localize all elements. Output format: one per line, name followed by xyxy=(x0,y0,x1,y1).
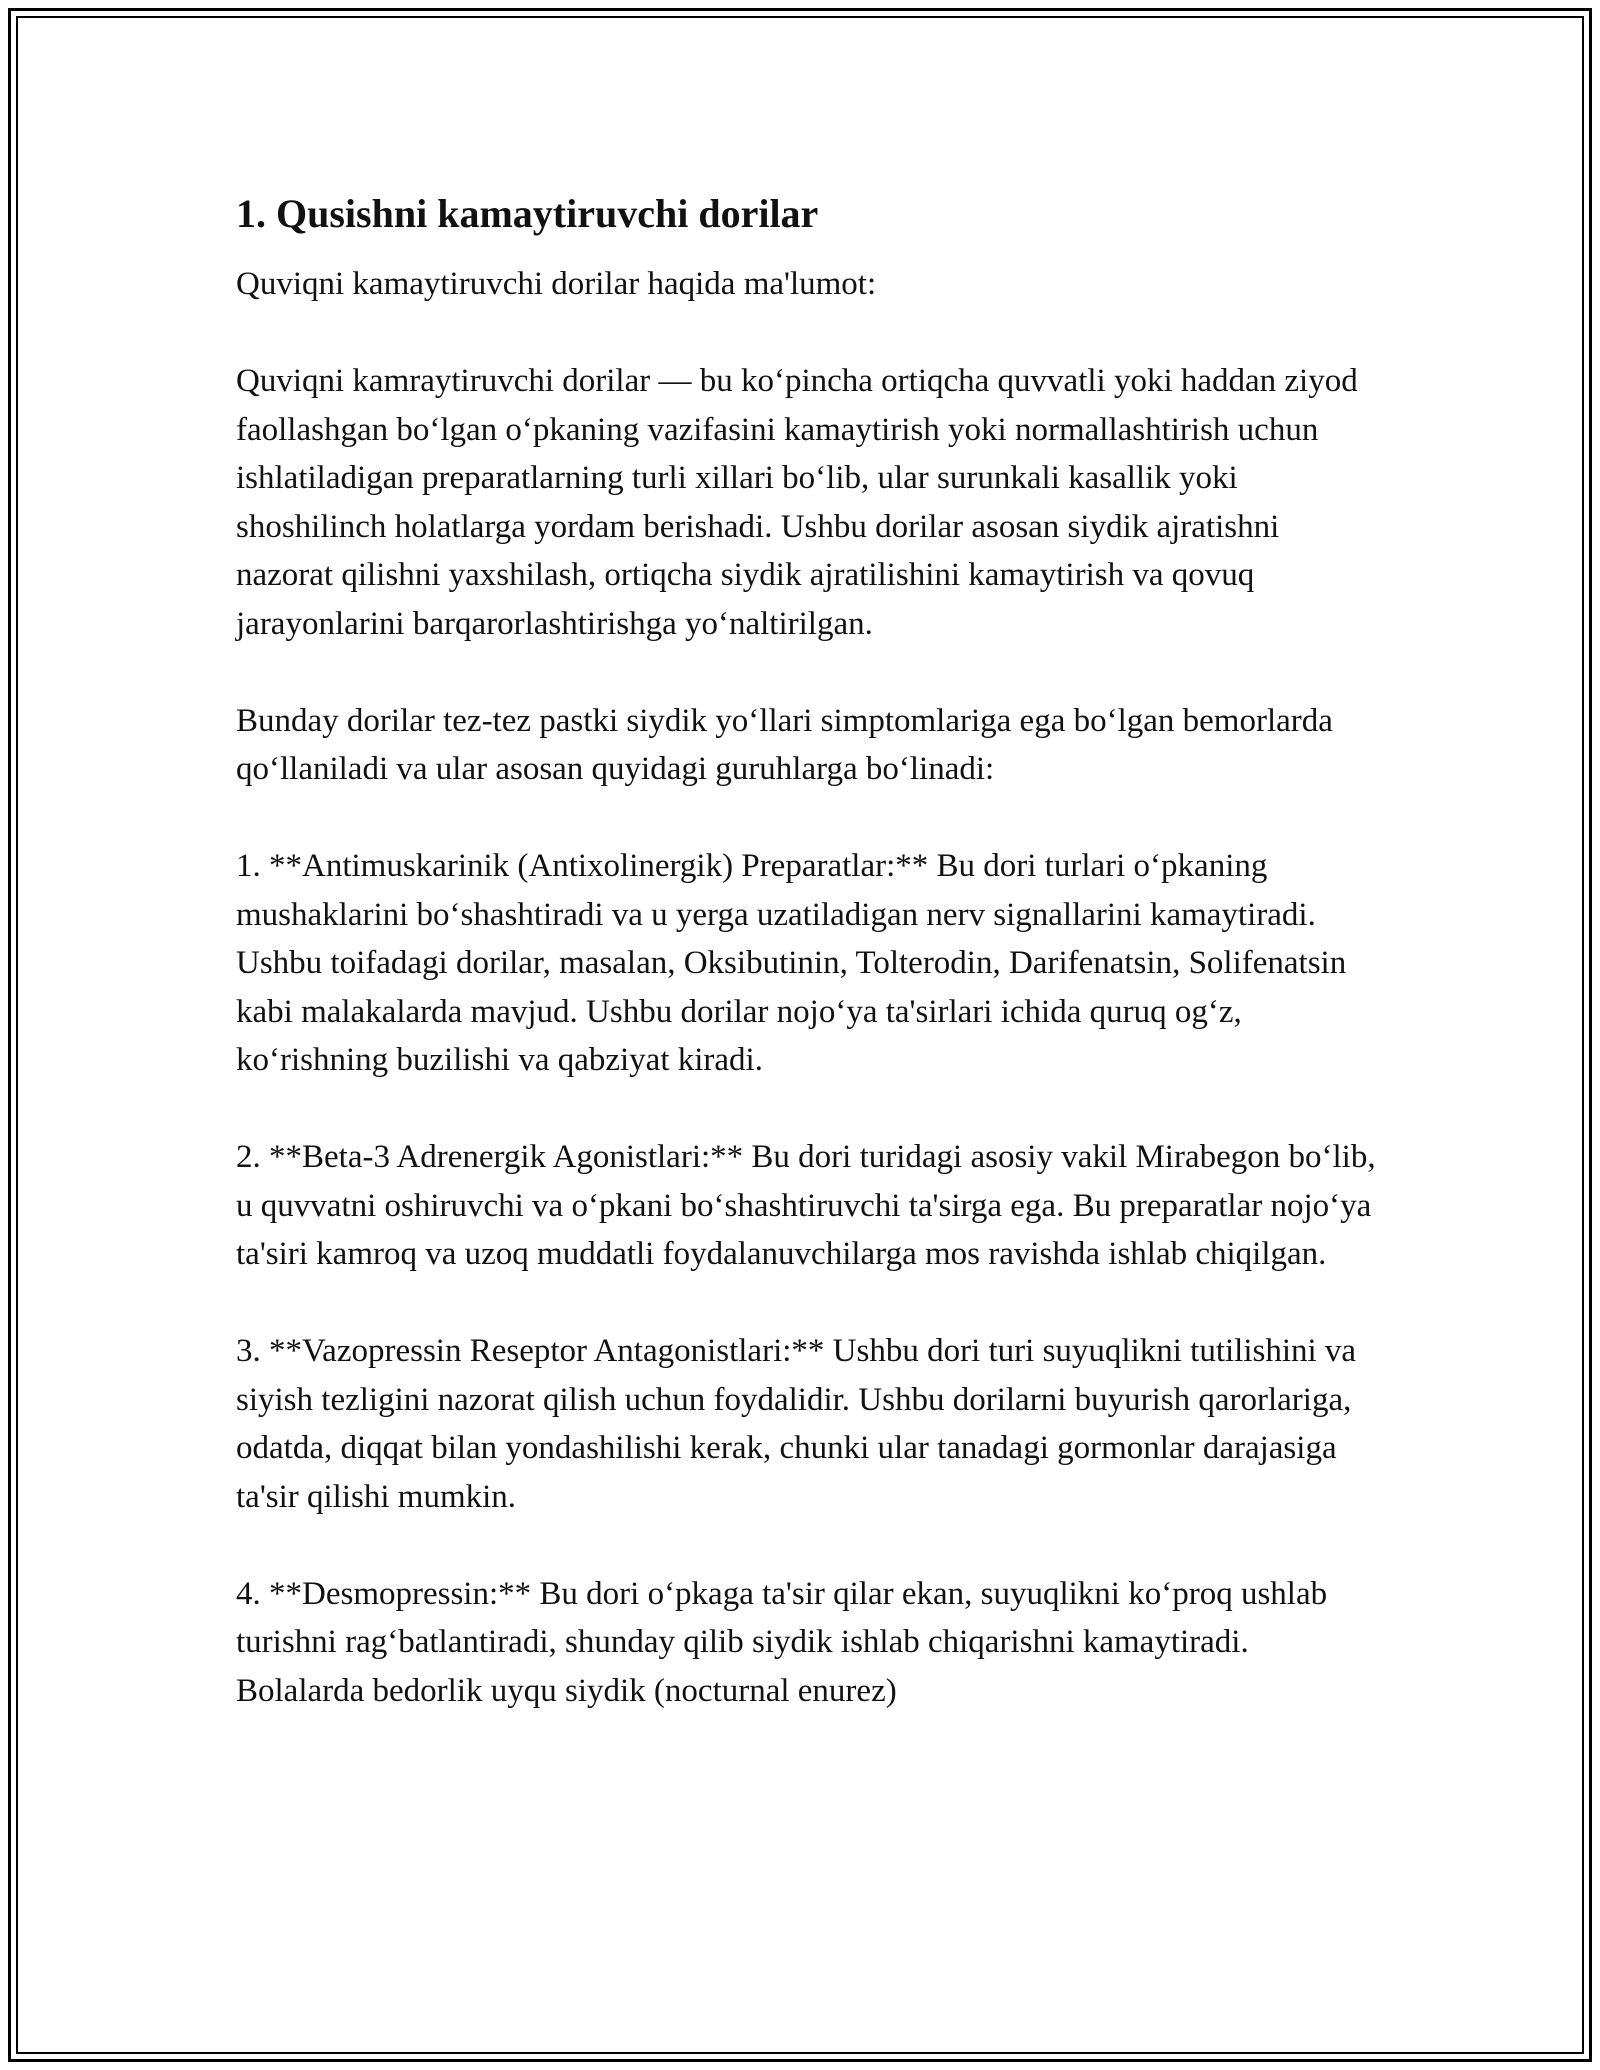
page-title: 1. Qusishni kamaytiruvchi dorilar xyxy=(236,191,819,236)
list-item-vasopressin-antagonists: 3. **Vazopressin Reseptor Antagonistlari:** Ushbu dori turi suyuqlikni tutilishini va siyish tezligini nazorat qilish uchun foydalidir. Ushbu dorilarni buyurish qarorlariga, odatda, diqqat bilan yondashilishi kerak, chunki ular tanadagi gormonlar darajasiga ta'sir qilishi mumkin. xyxy=(236,1333,1357,1515)
intro-paragraph: Quviqni kamaytiruvchi dorilar haqida ma'lumot: xyxy=(236,266,877,302)
document-body xyxy=(236,186,1376,1764)
list-item-antimuscarinic: 1. **Antimuskarinik (Antixolinergik) Preparatlar:** Bu dori turlari o‘pkaning mushaklarini bo‘shashtiradi va u yerga uzatiladigan nerv signallarini kamaytiradi. Ushbu toifadagi dorilar, masalan, Oksibutinin, Tolterodin, Darifenatsin, Solifenatsin kabi malakalarda mavjud. Ushbu dorilar nojo‘ya ta'sirlari ichida quruq og‘z, ko‘rishning buzilishi va qabziyat kiradi. xyxy=(236,848,1347,1078)
groups-intro-paragraph: Bunday dorilar tez-tez pastki siydik yo‘llari simptomlariga ega bo‘lgan bemorlarda qo‘llaniladi va ular asosan quyidagi guruhlarga bo‘linadi: xyxy=(236,702,1333,787)
list-item-beta3-agonists: 2. **Beta-3 Adrenergik Agonistlari:** Bu dori turidagi asosiy vakil Mirabegon bo‘lib, u quvvatni oshiruvchi va o‘pkani bo‘shashtiruvchi ta'sirga ega. Bu preparatlar nojo‘ya ta'siri kamroq va uzoq muddatli foydalanuvchilarga mos ravishda ishlab chiqilgan. xyxy=(236,1139,1376,1272)
definition-paragraph: Quviqni kamraytiruvchi dorilar — bu ko‘pincha ortiqcha quvvatli yoki haddan ziyod faollashgan bo‘lgan o‘pkaning vazifasini kamaytirish yoki normallashtirish uchun ishlatiladigan preparatlarning turli xillari bo‘lib, ular surunkali kasallik yoki shoshilinch holatlarga yordam berishadi. Ushbu dorilar asosan siydik ajratishni nazorat qilishni yaxshilash, ortiqcha siydik ajratilishini kamaytirish va qovuq jarayonlarini barqarorlashtirishga yo‘naltirilgan. xyxy=(236,363,1358,642)
list-item-desmopressin: 4. **Desmopressin:** Bu dori o‘pkaga ta'sir qilar ekan, suyuqlikni ko‘proq ushlab turishni rag‘batlantiradi, shunday qilib siydik ishlab chiqarishni kamaytiradi. Bolalarda bedorlik uyqu siydik (nocturnal enurez) xyxy=(236,1575,1328,1709)
